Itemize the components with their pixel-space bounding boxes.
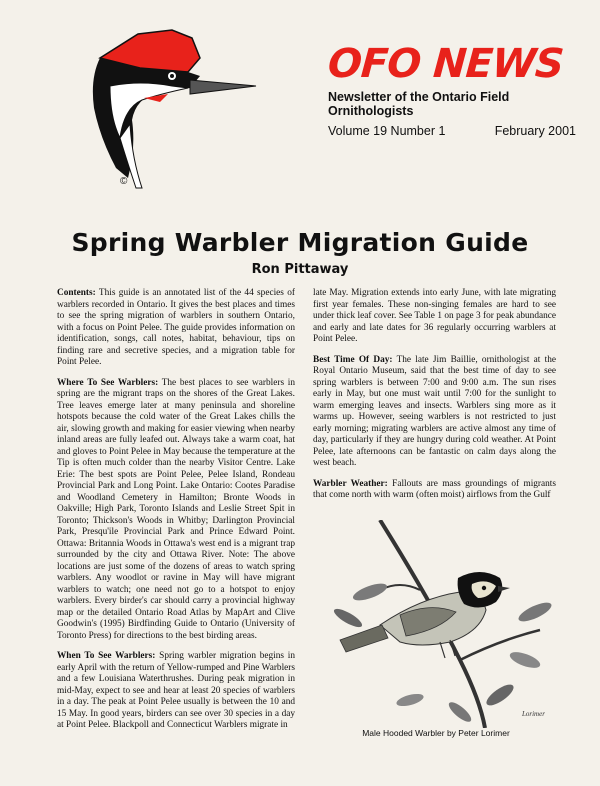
paragraph-contents [57,288,295,369]
paragraph-text: Spring warbler migration begins in early April with the return of Yellow-rumped and Pine Warblers and a few Louisiana Waterthrushes. During peak migration in mid-May, expect to see and hear at least 20 species of warblers in a day. The peak at Point Pelee usually is between the 10 and 15 May. In good years, birders can see over 30 species in a day at Point Pelee. Blackpoll and Connecticut Warblers migrate in [57,651,295,730]
paragraph-text: Fallouts are mass groundings of migrants that come north with warm (often moist) airflows from the Gulf [313,478,556,500]
issue-line [328,124,576,138]
volume-number: Volume 19 Number 1 [328,124,446,138]
issue-date: February 2001 [494,124,576,138]
paragraph-heading: Contents: [57,288,96,298]
pileated-woodpecker-logo [80,28,260,198]
illustration-caption: Male Hooded Warbler by Peter Lorimer [362,728,510,738]
masthead [328,42,578,118]
paragraph-weather [313,479,556,502]
article-author: Ron Pittaway [251,262,349,277]
paragraph-text: late May. Migration extends into early June, with late migrating first year females. These non-singing females are hard to see under thick leaf cover. See Table 1 on page 3 for peak abundance and early and late dates for 36 regularly occurring warblers at Point Pelee. [313,288,556,344]
paragraph-heading: Warbler Weather: [313,478,388,489]
paragraph-text: The best places to see warblers in spring are the migrant traps on the shores of the Great Lakes. Tree leaves emerge later at many peninsula and shoreline hotspots because the cold water of the Great Lakes chills the air, slowing growth and making for easier viewing when nearby inland areas are fully leafed out. Always take a warm coat, hat and gloves to Point Pelee in May because the temperature at the Tip is often much colder than the nearby Visitor Centre. Lake Erie: The best spots are Point Pelee, Pelee Island, Rondeau Provincial Park and Long Point. Lake Ontario: Cootes Paradise and Woodland Cemetery in Hamilton; Bronte Woods in Oakville; High Park, Toronto Islands and Leslie Street Spit in Toronto; Thickson's Woods in Whitby; Darlington Provincial Park, Presqu'ile Provincial Park and Prince Edward Point. Ottawa: Britannia Woods in Ottawa's west end is a migrant trap surrounded by the city and Ottawa River. Note: The above locations are just some of the dozens of areas to watch spring warblers. Any woodlot or ravine in May will have migrant warblers to watch; one need not go to a hotspot to enjoy warblers. Every birder's car should carry a provincial highway map or the detailed Ontario Road Atlas by MapArt and Clive Goodwin's (1995) Birdfinding Guide to Ontario (University of Toronto Press) for directions to the best birding areas. [57,377,296,641]
article-title: Spring Warbler Migration Guide [71,228,529,257]
newsletter-subtitle: Newsletter of the Ontario Field Ornithologists [328,90,510,118]
hooded-warbler-illustration [310,520,562,728]
paragraph-heading: Best Time Of Day: [313,354,393,365]
newsletter-title: OFO NEWS [326,41,565,87]
paragraph-when [57,651,295,732]
copyright-mark: © [120,176,128,187]
paragraph-continued [313,288,556,346]
paragraph-text: This guide is an annotated list of the 44 species of warblers recorded in Ontario. It gives the best places and times to see the spring migration of warblers in southern Ontario, with a focus on Point Pelee. The guide provides information on identification, songs, call notes, habitat, behaviour, tips on finding rare and secretive species, and a migration table for Point Pelee. [57,288,295,367]
paragraph-text: The late Jim Baillie, ornithologist at the Royal Ontario Museum, said that the best time of day to see spring warblers is between 7:00 and 9:00 a.m. The sun rises early in May, but one must wait until 7:00 for the sunlight to warm emerging leaves and insects. Warblers sing more as it warms up. However, seeing warblers is not restricted to just early morning; migrating warblers are active almost any time of day, particularly if they are hungry during cold weather. At Point Pelee, late afternoons can be fantastic on calm days along the west beach. [313,354,556,468]
artist-signature: Lorimer [522,710,545,718]
paragraph-where [57,378,295,643]
paragraph-time-of-day [313,355,556,470]
paragraph-heading: Where To See Warblers: [57,377,159,388]
left-column [57,288,295,741]
right-column [313,288,556,511]
paragraph-heading: When To See Warblers: [57,651,156,661]
